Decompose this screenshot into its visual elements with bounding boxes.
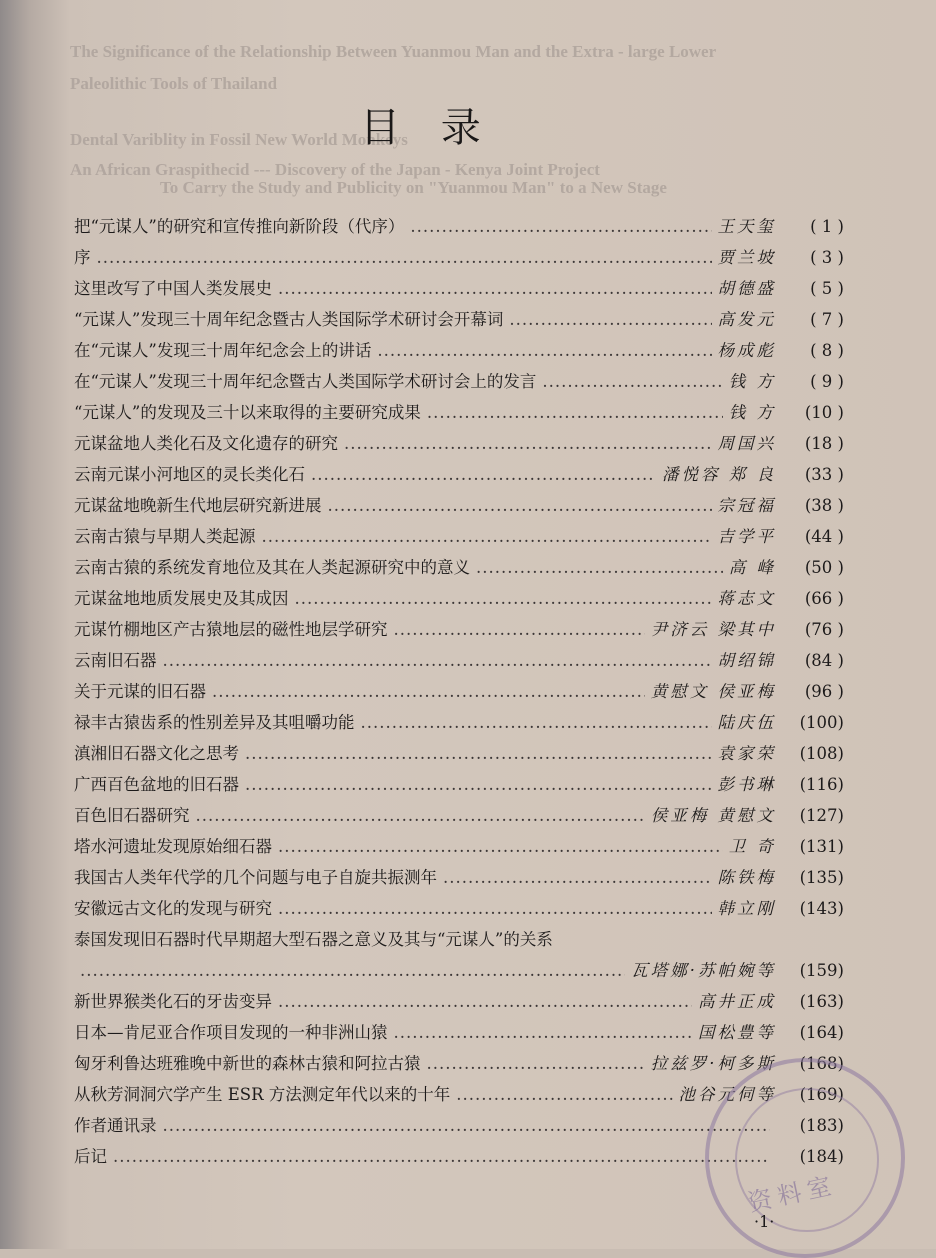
dot-leader bbox=[377, 341, 711, 360]
entry-title: 塔水河遗址发现原始细石器 bbox=[74, 837, 272, 856]
toc-entry bbox=[74, 771, 844, 797]
toc-entry bbox=[74, 585, 844, 611]
entry-title: 元谋盆地晚新生代地层研究新进展 bbox=[74, 496, 322, 515]
entry-page: ( 8 ) bbox=[810, 341, 844, 360]
bleed-through-text: An African Graspithecid --- Discovery of the Japan - Kenya Joint Project bbox=[70, 160, 600, 179]
entry-page: (169) bbox=[799, 1085, 844, 1104]
entry-author: 韩立刚 bbox=[717, 899, 776, 918]
toc-entry bbox=[74, 647, 844, 673]
dot-leader bbox=[262, 527, 712, 546]
entry-author: 侯亚梅 黄慰文 bbox=[650, 806, 776, 825]
dot-leader bbox=[394, 1023, 693, 1042]
entry-page: (76 ) bbox=[804, 620, 844, 639]
toc-entry bbox=[74, 399, 844, 425]
dot-leader bbox=[456, 1085, 672, 1104]
toc-entry bbox=[74, 492, 844, 518]
dot-leader bbox=[212, 682, 645, 701]
entry-page: ( 1 ) bbox=[810, 217, 844, 236]
entry-page: (168) bbox=[799, 1054, 844, 1073]
entry-author: 陈铁梅 bbox=[717, 868, 776, 887]
toc-entry bbox=[74, 1050, 844, 1076]
bleed-through-text: To Carry the Study and Publicity on "Yuanmou Man" to a New Stage bbox=[160, 178, 667, 197]
page-number: ·1· bbox=[754, 1212, 775, 1231]
entry-title: 云南古猿与早期人类起源 bbox=[74, 527, 256, 546]
entry-author: 胡德盛 bbox=[717, 279, 776, 298]
entry-author: 黄慰文 侯亚梅 bbox=[650, 682, 776, 701]
entry-author: 陆庆伍 bbox=[717, 713, 776, 732]
toc-entry bbox=[74, 461, 844, 487]
entry-page: (66 ) bbox=[804, 589, 844, 608]
toc-entry bbox=[74, 678, 844, 704]
entry-title: 云南旧石器 bbox=[74, 651, 157, 670]
toc-entry bbox=[74, 833, 844, 859]
entry-title: 滇湘旧石器文化之思考 bbox=[74, 744, 239, 763]
toc-entry bbox=[74, 864, 844, 890]
toc-entry bbox=[74, 523, 844, 549]
entry-author: 潘悦容 郑 良 bbox=[662, 465, 776, 484]
entry-author: 杨成彪 bbox=[717, 341, 776, 360]
entry-page: (164) bbox=[799, 1023, 844, 1042]
entry-page: (38 ) bbox=[804, 496, 844, 515]
entry-page: (127) bbox=[799, 806, 844, 825]
entry-title: 元谋盆地地质发展史及其成因 bbox=[74, 589, 289, 608]
dot-leader bbox=[427, 1054, 645, 1073]
entry-author: 高发元 bbox=[717, 310, 776, 329]
dot-leader bbox=[410, 217, 711, 236]
entry-title: 后记 bbox=[74, 1147, 107, 1166]
entry-author: 国松豊等 bbox=[698, 1023, 776, 1042]
dot-leader bbox=[328, 496, 712, 515]
entry-page: (96 ) bbox=[804, 682, 844, 701]
toc-entry bbox=[74, 368, 844, 394]
entry-author: 蒋志文 bbox=[717, 589, 776, 608]
entry-title: 新世界猴类化石的牙齿变异 bbox=[74, 992, 272, 1011]
entry-page: ( 3 ) bbox=[810, 248, 844, 267]
dot-leader bbox=[476, 558, 723, 577]
entry-title: 序 bbox=[74, 248, 91, 267]
dot-leader bbox=[278, 992, 692, 1011]
entry-title: 关于元谋的旧石器 bbox=[74, 682, 206, 701]
toc-entry bbox=[74, 895, 844, 921]
entry-title: 作者通讯录 bbox=[74, 1116, 157, 1135]
entry-page: (116) bbox=[799, 775, 844, 794]
entry-page: (159) bbox=[799, 961, 844, 980]
entry-page: (131) bbox=[799, 837, 844, 856]
entry-title: 日本—肯尼亚合作项目发现的一种非洲山猿 bbox=[74, 1023, 388, 1042]
entry-title: 我国古人类年代学的几个问题与电子自旋共振测年 bbox=[74, 868, 437, 887]
toc-entry bbox=[74, 554, 844, 580]
entry-title: 从秋芳洞洞穴学产生 ESR 方法测定年代以来的十年 bbox=[74, 1085, 451, 1104]
entry-title: 禄丰古猿齿系的性别差异及其咀嚼功能 bbox=[74, 713, 355, 732]
toc-entry bbox=[74, 430, 844, 456]
entry-author: 彭书琳 bbox=[717, 775, 776, 794]
toc-entry bbox=[74, 709, 844, 735]
toc-entry bbox=[74, 988, 844, 1014]
entry-page: (184) bbox=[799, 1147, 844, 1166]
library-stamp bbox=[705, 1058, 905, 1258]
entry-page: (135) bbox=[799, 868, 844, 887]
entry-page: (33 ) bbox=[804, 465, 844, 484]
toc-entry bbox=[74, 213, 844, 239]
entry-author: 高井正成 bbox=[698, 992, 776, 1011]
entry-page: (108) bbox=[799, 744, 844, 763]
toc-entry bbox=[74, 244, 844, 270]
dot-leader bbox=[295, 589, 712, 608]
entry-title: 云南元谋小河地区的灵长类化石 bbox=[74, 465, 305, 484]
entry-title: 元谋竹棚地区产古猿地层的磁性地层学研究 bbox=[74, 620, 388, 639]
toc-entry bbox=[74, 957, 844, 983]
entry-title: 在“元谋人”发现三十周年纪念暨古人类国际学术研讨会上的发言 bbox=[74, 372, 537, 391]
dot-leader bbox=[542, 372, 722, 391]
entry-title: 云南古猿的系统发育地位及其在人类起源研究中的意义 bbox=[74, 558, 470, 577]
bleed-through-text: Dental Variblity in Fossil New World Monkeys bbox=[70, 130, 408, 149]
dot-leader bbox=[245, 744, 712, 763]
entry-page: ( 5 ) bbox=[810, 279, 844, 298]
dot-leader bbox=[97, 248, 712, 267]
dot-leader bbox=[394, 620, 645, 639]
toc-entry bbox=[74, 306, 844, 332]
dot-leader bbox=[311, 465, 656, 484]
entry-author: 宗冠福 bbox=[717, 496, 776, 515]
entry-page: (143) bbox=[799, 899, 844, 918]
entry-author: 袁家荣 bbox=[717, 744, 776, 763]
toc-entry bbox=[74, 926, 844, 952]
toc-entry bbox=[74, 740, 844, 766]
entry-title: “元谋人”的发现及三十以来取得的主要研究成果 bbox=[74, 403, 421, 422]
dot-leader bbox=[443, 868, 712, 887]
entry-page: (10 ) bbox=[804, 403, 844, 422]
entry-author: 吉学平 bbox=[717, 527, 776, 546]
dot-leader bbox=[245, 775, 712, 794]
dot-leader bbox=[163, 1116, 771, 1135]
bleed-through-text: The Significance of the Relationship Between Yuanmou Man and the Extra - large Lower bbox=[70, 42, 717, 61]
entry-author: 拉兹罗·柯多斯 bbox=[650, 1054, 776, 1073]
entry-title: 在“元谋人”发现三十周年纪念会上的讲话 bbox=[74, 341, 372, 360]
toc-entry bbox=[74, 1019, 844, 1045]
entry-page: (18 ) bbox=[804, 434, 844, 453]
entry-page: (44 ) bbox=[804, 527, 844, 546]
dot-leader bbox=[163, 651, 712, 670]
entry-page: (50 ) bbox=[804, 558, 844, 577]
dot-leader bbox=[427, 403, 723, 422]
page-title: 目 录 bbox=[360, 105, 495, 151]
entry-author: 贾兰坡 bbox=[717, 248, 776, 267]
dot-leader bbox=[196, 806, 645, 825]
entry-author: 池谷元伺等 bbox=[678, 1085, 776, 1104]
entry-page: (84 ) bbox=[804, 651, 844, 670]
toc-entry bbox=[74, 616, 844, 642]
dot-leader bbox=[278, 837, 723, 856]
entry-page: (183) bbox=[799, 1116, 844, 1135]
dot-leader bbox=[509, 310, 711, 329]
entry-author: 卫 奇 bbox=[728, 837, 776, 856]
entry-title: 这里改写了中国人类发展史 bbox=[74, 279, 272, 298]
toc-entry bbox=[74, 275, 844, 301]
dot-leader bbox=[278, 899, 712, 918]
entry-author: 尹济云 梁其中 bbox=[650, 620, 776, 639]
entry-page: ( 7 ) bbox=[810, 310, 844, 329]
entry-author: 瓦塔娜·苏帕婉等 bbox=[631, 961, 776, 980]
entry-title: 把“元谋人”的研究和宣传推向新阶段（代序） bbox=[74, 217, 405, 236]
entry-page: (163) bbox=[799, 992, 844, 1011]
entry-title: 百色旧石器研究 bbox=[74, 806, 190, 825]
dot-leader bbox=[361, 713, 712, 732]
stamp-text: 资料室 bbox=[745, 1170, 840, 1217]
entry-author: 王天玺 bbox=[717, 217, 776, 236]
entry-page: ( 9 ) bbox=[810, 372, 844, 391]
dot-leader bbox=[80, 961, 625, 980]
bleed-through-text: Paleolithic Tools of Thailand bbox=[70, 74, 278, 93]
dot-leader bbox=[344, 434, 712, 453]
entry-author: 胡绍锦 bbox=[717, 651, 776, 670]
entry-author: 周国兴 bbox=[717, 434, 776, 453]
dot-leader bbox=[113, 1147, 770, 1166]
toc-entry bbox=[74, 337, 844, 363]
dot-leader bbox=[278, 279, 712, 298]
entry-page: (100) bbox=[799, 713, 844, 732]
entry-author: 高 峰 bbox=[728, 558, 776, 577]
entry-title: 泰国发现旧石器时代早期超大型石器之意义及其与“元谋人”的关系 bbox=[74, 930, 553, 949]
entry-title: 元谋盆地人类化石及文化遗存的研究 bbox=[74, 434, 338, 453]
entry-title: “元谋人”发现三十周年纪念暨古人类国际学术研讨会开幕词 bbox=[74, 310, 504, 329]
toc-entry bbox=[74, 802, 844, 828]
entry-author: 钱 方 bbox=[728, 403, 776, 422]
entry-title: 安徽远古文化的发现与研究 bbox=[74, 899, 272, 918]
entry-title: 广西百色盆地的旧石器 bbox=[74, 775, 239, 794]
entry-title: 匈牙利鲁达班雅晚中新世的森林古猿和阿拉古猿 bbox=[74, 1054, 421, 1073]
entry-author: 钱 方 bbox=[728, 372, 776, 391]
